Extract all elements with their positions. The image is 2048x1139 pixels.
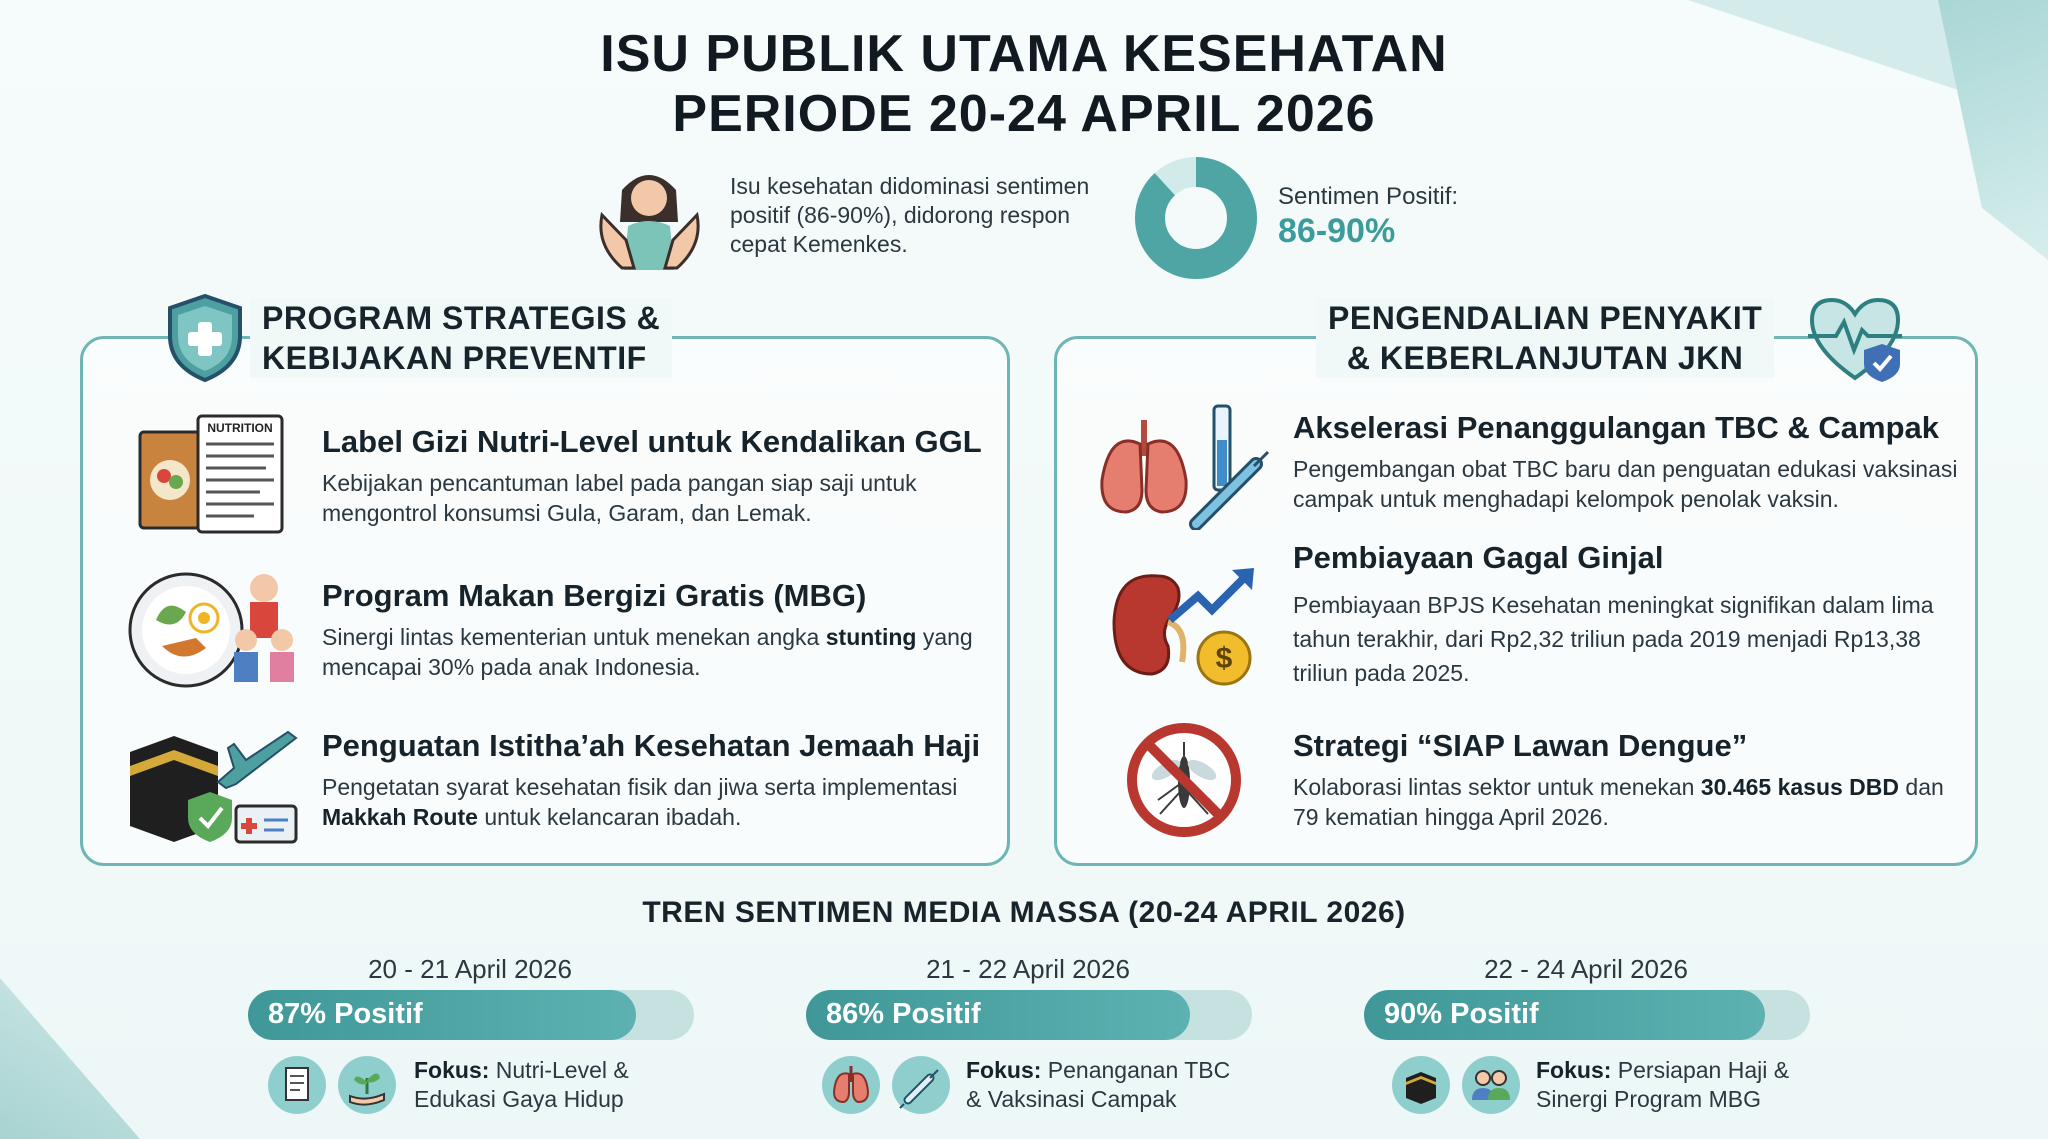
focus-value: Nutri-Level & Edukasi Gaya Hidup xyxy=(414,1057,629,1112)
focus-label: Fokus: xyxy=(966,1057,1042,1083)
item-desc-mbg xyxy=(322,622,982,682)
kidney-money-chart-icon xyxy=(1108,562,1258,690)
document-icon xyxy=(268,1056,326,1114)
focus-value: Persiapan Haji & Sinergi Program MBG xyxy=(1536,1057,1790,1112)
focus-label: Fokus: xyxy=(1536,1057,1612,1083)
desc-text: Pengetatan syarat kesehatan fisik dan jiwa serta implementasi xyxy=(322,774,958,800)
desc-text: untuk kelancaran ibadah. xyxy=(477,804,742,830)
kaaba-icon xyxy=(1392,1056,1450,1114)
sentiment-value: 86-90% xyxy=(1278,212,1396,250)
intro-summary: Isu kesehatan didominasi sentimen positif (86-90%), didorong respon cepat Kemenkes. xyxy=(730,173,1090,257)
title-line-1: ISU PUBLIK UTAMA KESEHATAN xyxy=(600,25,1448,83)
sentiment-bar xyxy=(248,990,694,1040)
sentiment-donut-arc xyxy=(1150,172,1242,264)
sentiment-label: Sentimen Positif: xyxy=(1278,183,1459,210)
trend-date: 21 - 22 April 2026 xyxy=(926,954,1130,984)
shield-cross-icon xyxy=(164,292,246,384)
hand-plant-icon xyxy=(338,1056,396,1114)
item-title-nutri-level: Label Gizi Nutri-Level untuk Kendalikan GGL xyxy=(322,424,982,459)
person-caring-hands-icon xyxy=(592,160,707,275)
sentiment-bar xyxy=(1364,990,1810,1040)
no-mosquito-icon xyxy=(1124,720,1244,840)
lungs-vaccine-icon xyxy=(1096,400,1272,530)
left-heading-line-1: PROGRAM STRATEGIS & xyxy=(262,300,661,336)
item-desc-nutri-level: Kebijakan pencantuman label pada pangan siap saji untuk mengontrol konsumsi Gula, Garam, dan Lemak. xyxy=(322,470,917,526)
trend-date: 20 - 21 April 2026 xyxy=(368,954,572,984)
item-title-mbg: Program Makan Bergizi Gratis (MBG) xyxy=(322,578,867,613)
trend-focus xyxy=(1536,1056,1816,1114)
heart-pulse-shield-icon xyxy=(1806,292,1904,384)
trend-focus xyxy=(414,1056,674,1114)
sentiment-donut-chart xyxy=(1134,156,1258,280)
item-title-gagal-ginjal: Pembiayaan Gagal Ginjal xyxy=(1293,540,1664,575)
sentiment-bar xyxy=(806,990,1252,1040)
left-panel-heading xyxy=(250,298,672,378)
item-title-haji: Penguatan Istitha’ah Kesehatan Jemaah Haji xyxy=(322,728,981,763)
right-heading-line-2: & KEBERLANJUTAN JKN xyxy=(1346,340,1744,376)
item-title-dengue: Strategi “SIAP Lawan Dengue” xyxy=(1293,728,1748,763)
focus-value: Penanganan TBC & Vaksinasi Campak xyxy=(966,1057,1231,1112)
title-line-2: PERIODE 20-24 APRIL 2026 xyxy=(672,85,1376,143)
desc-text: Sinergi lintas kementerian untuk menekan angka xyxy=(322,624,826,650)
right-panel-heading xyxy=(1316,298,1774,378)
syringe-icon xyxy=(892,1056,950,1114)
desc-text: yang mencapai 30% pada anak Indonesia. xyxy=(322,624,973,680)
trend-date: 22 - 24 April 2026 xyxy=(1484,954,1688,984)
desc-bold-text: stunting xyxy=(825,624,917,650)
item-desc-dengue xyxy=(1293,772,1973,832)
people-icon xyxy=(1462,1056,1520,1114)
right-heading-line-1: PENGENDALIAN PENYAKIT xyxy=(1328,300,1763,336)
item-desc-gagal-ginjal: Pembiayaan BPJS Kesehatan meningkat signifikan dalam lima tahun terakhir, dari Rp2,32 triliun pada 2019 menjadi Rp13,38 triliun pada 2025. xyxy=(1293,592,1934,686)
lungs-icon xyxy=(822,1056,880,1114)
kaaba-plane-icon xyxy=(126,722,302,846)
trend-section-title: TREN SENTIMEN MEDIA MASSA (20-24 APRIL 2026) xyxy=(642,896,1406,929)
item-desc-haji xyxy=(322,772,982,832)
item-title-tbc-campak: Akselerasi Penanggulangan TBC & Campak xyxy=(1293,410,1940,445)
sentiment-bar-label: 86% Positif xyxy=(826,998,981,1030)
item-desc-tbc-campak: Pengembangan obat TBC baru dan penguatan edukasi vaksinasi campak untuk menghadapi kelompok penolak vaksin. xyxy=(1293,456,1958,512)
sentiment-bar-label: 90% Positif xyxy=(1384,998,1539,1030)
desc-bold-text: 30.465 kasus DBD xyxy=(1700,774,1900,800)
nutrition-tag-text: NUTRITION xyxy=(207,421,273,435)
svg-text:$: $ xyxy=(1215,642,1233,675)
page-title xyxy=(0,24,2048,144)
trend-focus xyxy=(966,1056,1246,1114)
sentiment-bar-label: 87% Positif xyxy=(268,998,423,1030)
corner-decoration xyxy=(0,909,200,1139)
focus-label: Fokus: xyxy=(414,1057,490,1083)
nutrition-label-icon xyxy=(136,412,286,536)
desc-bold-text: Makkah Route xyxy=(322,804,478,830)
desc-text: Kolaborasi lintas sektor untuk menekan xyxy=(1293,774,1701,800)
free-meal-family-icon xyxy=(126,566,304,690)
desc-text: dan 79 kematian hingga April 2026. xyxy=(1293,774,1944,830)
left-heading-line-2: KEBIJAKAN PREVENTIF xyxy=(262,340,647,376)
